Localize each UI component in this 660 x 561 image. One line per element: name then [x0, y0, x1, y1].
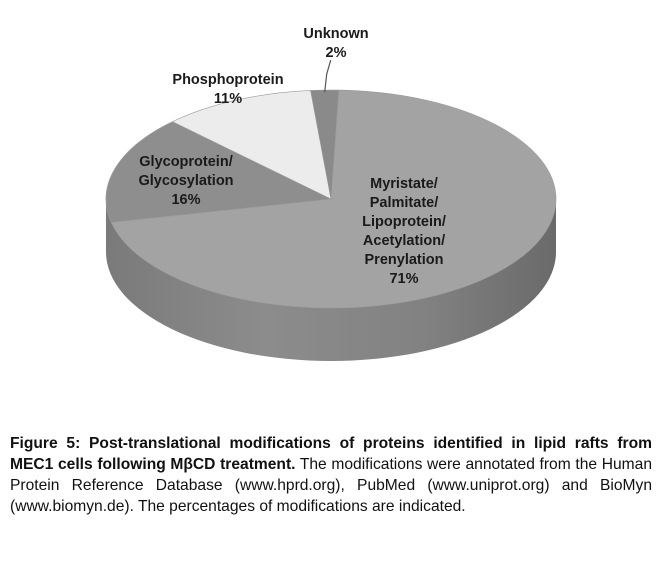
slice-label-line: Glycosylation: [138, 173, 234, 189]
figure-caption: [10, 433, 652, 517]
slice-value-label: 11%: [213, 91, 243, 107]
slice-label-line: Myristate/: [370, 176, 438, 192]
unknown-leader-line: [325, 60, 331, 92]
caption-body: The modifications were annotated from the Human Protein Reference Database (www.hprd.org), PubMed (www.uniprot.org) and BioMyn (www.biomyn.de). The percentages of modifications are indicated.: [10, 456, 652, 515]
slice-value-label: 16%: [171, 192, 201, 208]
slice-label-unknown: [303, 26, 368, 61]
slice-label-line: Lipoprotein/: [362, 214, 446, 230]
slice-label-line: Acetylation/: [362, 233, 446, 249]
slice-label-line: Prenylation: [364, 252, 444, 268]
slice-value-label: 2%: [325, 45, 347, 61]
slice-value-label: 71%: [389, 271, 419, 287]
slice-label-line: Glycoprotein/: [139, 154, 233, 170]
slice-label-line: Phosphoprotein: [172, 72, 284, 88]
slice-label-line: Palmitate/: [369, 195, 439, 211]
slice-label-line: Unknown: [303, 26, 369, 42]
caption-title: Figure 5: Post-translational modifications of proteins identified in lipid rafts from MEC1 cells following MβCD treatment.: [10, 435, 652, 473]
